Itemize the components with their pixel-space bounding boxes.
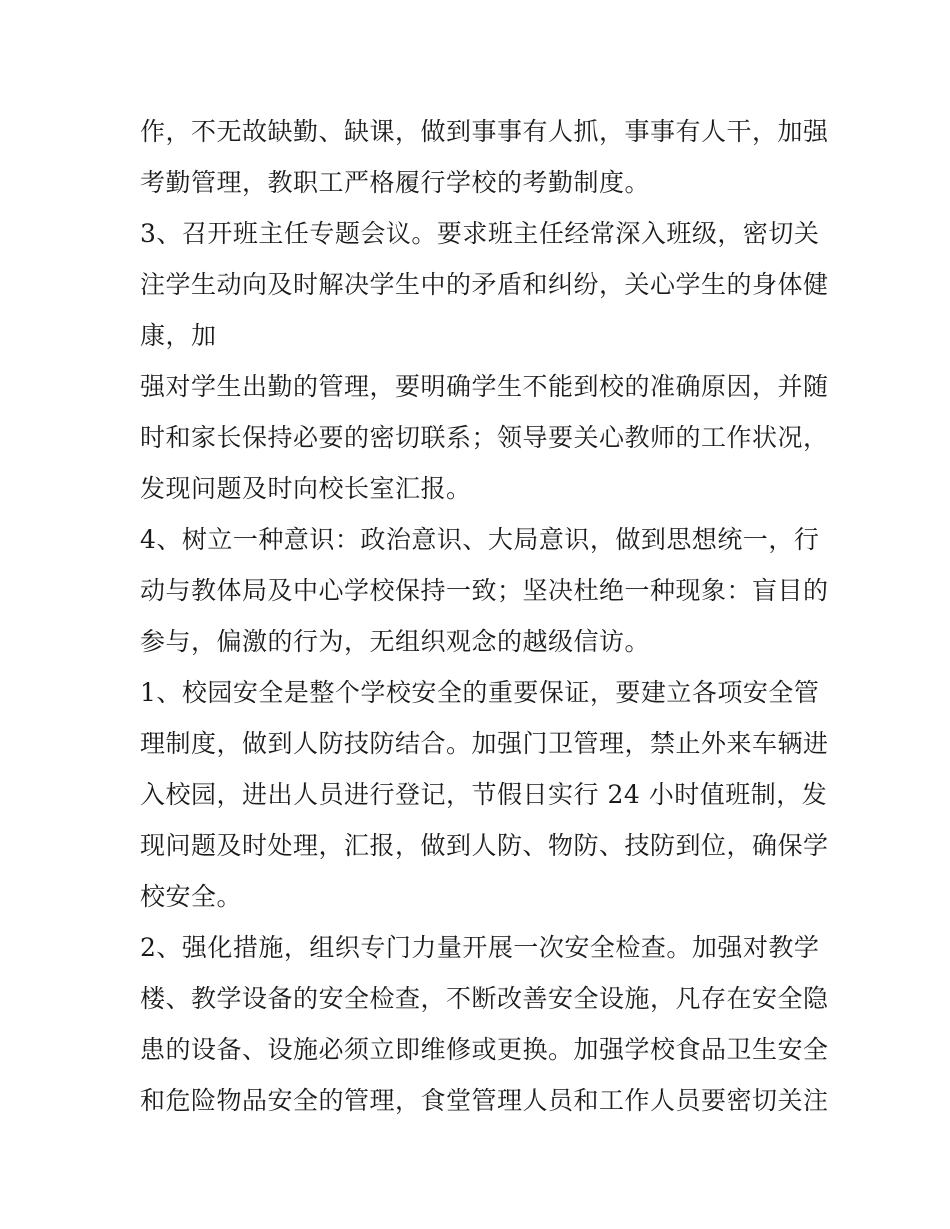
text-line: 楼、教学设备的安全检查，不断改善安全设施，凡存在安全隐 [140,984,829,1013]
text-line: 参与，偏激的行为，无组织观念的越级信访。 [140,627,651,656]
text-line: 康，加 [140,321,217,350]
text-line: 2、强化措施，组织专门力量开展一次安全检查。加强对教学 [140,933,820,962]
text-line: 作，不无故缺勤、缺课，做到事事有人抓，事事有人干，加强 [140,117,829,146]
text-line: 1、校园安全是整个学校安全的重要保证，要建立各项安全管 [140,678,820,707]
text-line: 3、召开班主任专题会议。要求班主任经常深入班级，密切关 [140,219,820,248]
text-line: 理制度，做到人防技防结合。加强门卫管理，禁止外来车辆进 [140,729,829,758]
text-line: 动与教体局及中心学校保持一致；坚决杜绝一种现象：盲目的 [140,576,829,605]
text-line: 校安全。 [140,882,243,911]
text-line: 考勤管理，教职工严格履行学校的考勤制度。 [140,168,651,197]
text-line: 发现问题及时向校长室汇报。 [140,474,472,503]
text-line: 入校园，进出人员进行登记，节假日实行 24 小时值班制，发 [140,780,828,809]
text-line: 和危险物品安全的管理，食堂管理人员和工作人员要密切关注 [140,1086,829,1115]
text-line: 注学生动向及时解决学生中的矛盾和纠纷，关心学生的身体健 [140,270,829,299]
text-line: 4、树立一种意识：政治意识、大局意识，做到思想统一，行 [140,525,820,554]
text-line: 患的设备、设施必须立即维修或更换。加强学校食品卫生安全 [140,1035,829,1064]
text-line: 强对学生出勤的管理，要明确学生不能到校的准确原因，并随 [140,372,829,401]
text-line: 现问题及时处理，汇报，做到人防、物防、技防到位，确保学 [140,831,829,860]
body-text [140,106,829,1126]
text-line: 时和家长保持必要的密切联系；领导要关心教师的工作状况， [140,423,829,452]
